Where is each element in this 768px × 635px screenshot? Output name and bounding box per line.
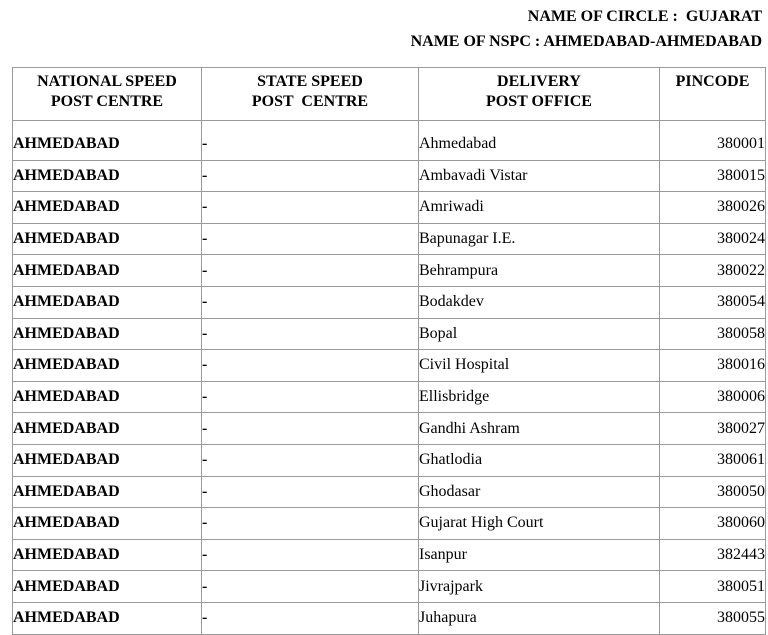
cell-pincode: 380060 [660, 508, 766, 540]
cell-delivery-office: Behrampura [419, 255, 660, 287]
table-row [13, 160, 766, 192]
cell-state-centre: - [202, 571, 419, 603]
column-header-pincode: PINCODE [660, 68, 766, 121]
cell-state-centre: - [202, 286, 419, 318]
cell-state-centre: - [202, 318, 419, 350]
cell-delivery-office: Bodakdev [419, 286, 660, 318]
column-header-delivery: DELIVERY POST OFFICE [419, 68, 660, 121]
cell-national-centre: AHMEDABAD [13, 476, 202, 508]
cell-national-centre: AHMEDABAD [13, 160, 202, 192]
cell-national-centre: AHMEDABAD [13, 350, 202, 382]
cell-pincode: 380022 [660, 255, 766, 287]
cell-delivery-office: Bopal [419, 318, 660, 350]
cell-state-centre: - [202, 160, 419, 192]
table-row [13, 413, 766, 445]
cell-delivery-office: Gujarat High Court [419, 508, 660, 540]
column-header-state: STATE SPEED POST CENTRE [202, 68, 419, 121]
cell-pincode: 380006 [660, 381, 766, 413]
cell-pincode: 380015 [660, 160, 766, 192]
cell-national-centre: AHMEDABAD [13, 192, 202, 224]
cell-national-centre: AHMEDABAD [13, 286, 202, 318]
column-header-national: NATIONAL SPEED POST CENTRE [13, 68, 202, 121]
cell-state-centre: - [202, 444, 419, 476]
cell-delivery-office: Ahmedabad [419, 121, 660, 161]
nspc-name-value: AHMEDABAD-AHMEDABAD [543, 33, 762, 50]
cell-pincode: 380001 [660, 121, 766, 161]
cell-pincode: 380055 [660, 602, 766, 634]
cell-delivery-office: Ambavadi Vistar [419, 160, 660, 192]
cell-pincode: 380051 [660, 571, 766, 603]
table-row [13, 192, 766, 224]
cell-national-centre: AHMEDABAD [13, 223, 202, 255]
cell-delivery-office: Jivrajpark [419, 571, 660, 603]
table-row [13, 444, 766, 476]
cell-pincode: 380058 [660, 318, 766, 350]
cell-pincode: 380024 [660, 223, 766, 255]
cell-state-centre: - [202, 350, 419, 382]
cell-national-centre: AHMEDABAD [13, 255, 202, 287]
cell-state-centre: - [202, 255, 419, 287]
circle-name-value: GUJARAT [685, 8, 762, 25]
cell-national-centre: AHMEDABAD [13, 571, 202, 603]
cell-state-centre: - [202, 223, 419, 255]
circle-name-label: NAME OF CIRCLE : [527, 8, 678, 25]
cell-national-centre: AHMEDABAD [13, 318, 202, 350]
speed-post-table [12, 67, 766, 635]
cell-delivery-office: Amriwadi [419, 192, 660, 224]
cell-delivery-office: Bapunagar I.E. [419, 223, 660, 255]
cell-delivery-office: Juhapura [419, 602, 660, 634]
table-row [13, 476, 766, 508]
table-row [13, 318, 766, 350]
cell-national-centre: AHMEDABAD [13, 508, 202, 540]
cell-national-centre: AHMEDABAD [13, 602, 202, 634]
table-row [13, 255, 766, 287]
cell-pincode: 380016 [660, 350, 766, 382]
cell-state-centre: - [202, 602, 419, 634]
cell-pincode: 380061 [660, 444, 766, 476]
nspc-name-heading [411, 32, 762, 52]
cell-pincode: 382443 [660, 539, 766, 571]
table-row [13, 508, 766, 540]
cell-state-centre: - [202, 539, 419, 571]
cell-pincode: 380050 [660, 476, 766, 508]
cell-delivery-office: Ellisbridge [419, 381, 660, 413]
cell-pincode: 380026 [660, 192, 766, 224]
cell-national-centre: AHMEDABAD [13, 121, 202, 161]
cell-state-centre: - [202, 476, 419, 508]
cell-national-centre: AHMEDABAD [13, 444, 202, 476]
table-header-row [13, 68, 766, 121]
cell-delivery-office: Ghatlodia [419, 444, 660, 476]
table-row [13, 602, 766, 634]
table-row [13, 223, 766, 255]
cell-national-centre: AHMEDABAD [13, 381, 202, 413]
table-row [13, 350, 766, 382]
cell-delivery-office: Isanpur [419, 539, 660, 571]
cell-delivery-office: Gandhi Ashram [419, 413, 660, 445]
table-row [13, 539, 766, 571]
table-row [13, 286, 766, 318]
nspc-name-label: NAME OF NSPC : [410, 33, 541, 50]
cell-state-centre: - [202, 121, 419, 161]
cell-pincode: 380027 [660, 413, 766, 445]
cell-state-centre: - [202, 381, 419, 413]
cell-state-centre: - [202, 192, 419, 224]
cell-delivery-office: Ghodasar [419, 476, 660, 508]
cell-state-centre: - [202, 413, 419, 445]
cell-pincode: 380054 [660, 286, 766, 318]
cell-national-centre: AHMEDABAD [13, 539, 202, 571]
table-row [13, 571, 766, 603]
table-row [13, 121, 766, 161]
cell-delivery-office: Civil Hospital [419, 350, 660, 382]
cell-state-centre: - [202, 508, 419, 540]
cell-national-centre: AHMEDABAD [13, 413, 202, 445]
circle-name-heading [528, 7, 762, 27]
table-row [13, 381, 766, 413]
